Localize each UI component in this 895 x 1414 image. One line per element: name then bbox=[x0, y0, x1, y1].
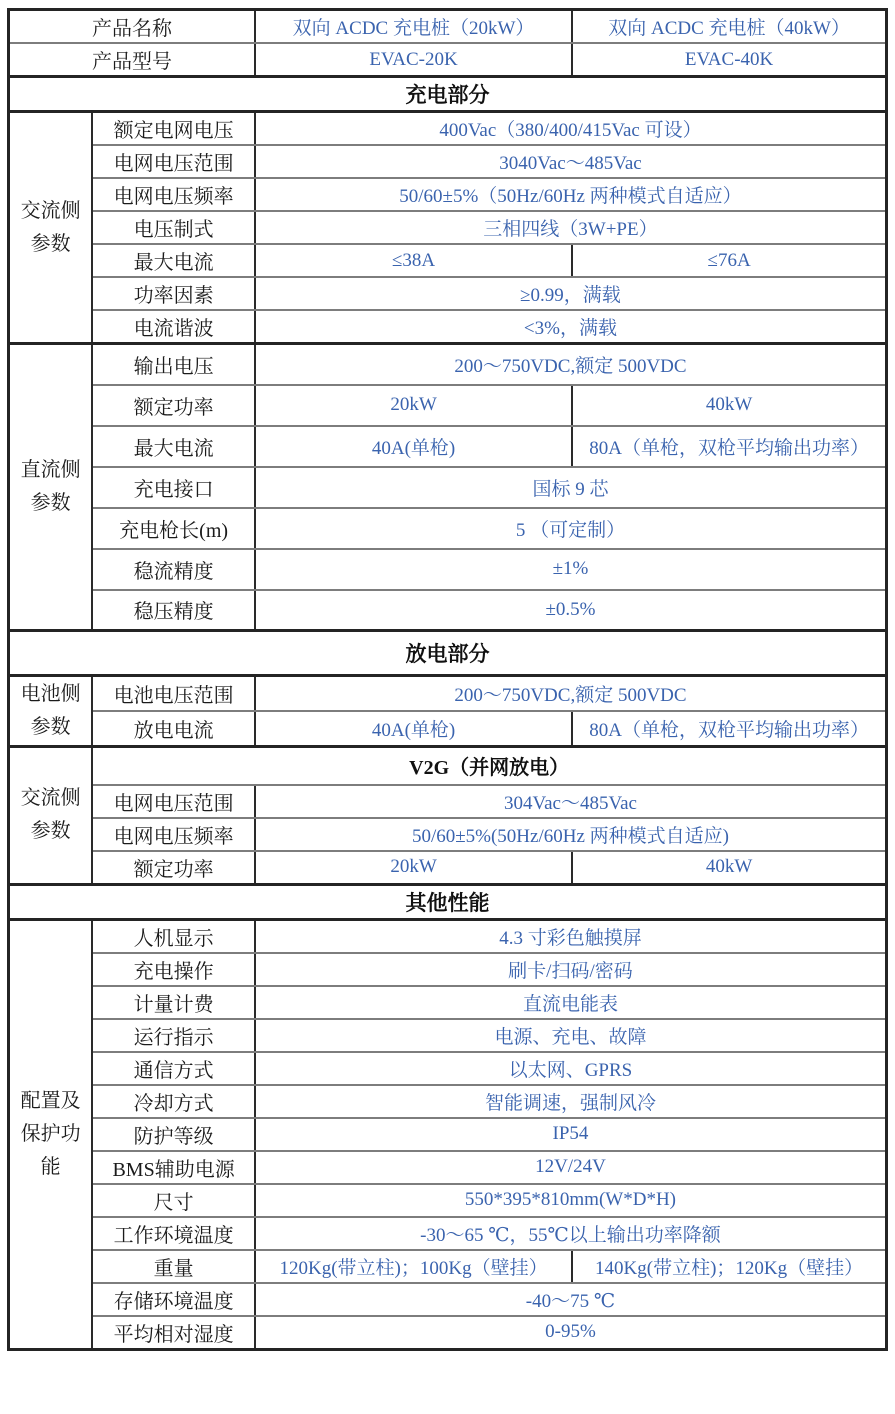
spec-value: 40A(单枪) bbox=[255, 426, 572, 467]
product-row-value: EVAC-40K bbox=[572, 43, 886, 77]
param-label: 通信方式 bbox=[92, 1052, 255, 1085]
param-label: 最大电流 bbox=[92, 426, 255, 467]
param-label: 最大电流 bbox=[92, 244, 255, 277]
spec-value: 50/60±5%(50Hz/60Hz 两种模式自适应) bbox=[255, 818, 887, 851]
spec-value: ±1% bbox=[255, 549, 887, 590]
param-label: 充电操作 bbox=[92, 953, 255, 986]
spec-value: 20kW bbox=[255, 385, 572, 426]
group-label: 电池侧参数 bbox=[9, 676, 93, 747]
spec-value: 140Kg(带立柱)；120Kg（壁挂） bbox=[572, 1250, 886, 1283]
spec-value: ≤38A bbox=[255, 244, 572, 277]
group-label: 交流侧参数 bbox=[9, 112, 93, 344]
param-label: 充电枪长(m) bbox=[92, 508, 255, 549]
section-title: 充电部分 bbox=[9, 77, 887, 112]
group-label: 交流侧参数 bbox=[9, 747, 93, 885]
spec-value: 200～750VDC,额定 500VDC bbox=[255, 676, 887, 712]
param-label: 重量 bbox=[92, 1250, 255, 1283]
param-label: 电池电压范围 bbox=[92, 676, 255, 712]
param-label: 放电电流 bbox=[92, 711, 255, 747]
spec-value: 304Vac～485Vac bbox=[255, 785, 887, 818]
spec-value: 3040Vac～485Vac bbox=[255, 145, 887, 178]
spec-value: 4.3 寸彩色触摸屏 bbox=[255, 919, 887, 953]
spec-value: 80A（单枪，双枪平均输出功率） bbox=[572, 426, 886, 467]
spec-value: 直流电能表 bbox=[255, 986, 887, 1019]
param-label: 工作环境温度 bbox=[92, 1217, 255, 1250]
param-label: 运行指示 bbox=[92, 1019, 255, 1052]
spec-value: <3%，满载 bbox=[255, 310, 887, 344]
param-label: 额定功率 bbox=[92, 385, 255, 426]
param-label: 稳压精度 bbox=[92, 590, 255, 631]
product-row-value: 双向 ACDC 充电桩（40kW） bbox=[572, 10, 886, 44]
product-row-label: 产品名称 bbox=[9, 10, 255, 44]
spec-value: 以太网、GPRS bbox=[255, 1052, 887, 1085]
param-label: 平均相对湿度 bbox=[92, 1316, 255, 1350]
param-label: 电网电压范围 bbox=[92, 145, 255, 178]
param-label: 额定电网电压 bbox=[92, 112, 255, 146]
param-label: 电压制式 bbox=[92, 211, 255, 244]
spec-value: 40A(单枪) bbox=[255, 711, 572, 747]
spec-value: 40kW bbox=[572, 385, 886, 426]
spec-value: ≤76A bbox=[572, 244, 886, 277]
spec-value: ±0.5% bbox=[255, 590, 887, 631]
param-label: 电网电压频率 bbox=[92, 818, 255, 851]
param-label: 尺寸 bbox=[92, 1184, 255, 1217]
param-label: 功率因素 bbox=[92, 277, 255, 310]
spec-value: 5 （可定制） bbox=[255, 508, 887, 549]
spec-value: IP54 bbox=[255, 1118, 887, 1151]
spec-value: 20kW bbox=[255, 851, 572, 885]
spec-value: 12V/24V bbox=[255, 1151, 887, 1184]
product-row-label: 产品型号 bbox=[9, 43, 255, 77]
spec-value: 刷卡/扫码/密码 bbox=[255, 953, 887, 986]
subsection-title: V2G（并网放电） bbox=[92, 747, 886, 785]
param-label: 计量计费 bbox=[92, 986, 255, 1019]
spec-value: 0-95% bbox=[255, 1316, 887, 1350]
group-label: 配置及保护功能 bbox=[9, 919, 93, 1349]
spec-value: 200～750VDC,额定 500VDC bbox=[255, 344, 887, 385]
spec-value: 120Kg(带立柱)；100Kg（壁挂） bbox=[255, 1250, 572, 1283]
param-label: 冷却方式 bbox=[92, 1085, 255, 1118]
spec-sheet bbox=[0, 8, 895, 1351]
spec-value: 国标 9 芯 bbox=[255, 467, 887, 508]
param-label: 电网电压频率 bbox=[92, 178, 255, 211]
group-label: 直流侧参数 bbox=[9, 344, 93, 631]
spec-value: 50/60±5%（50Hz/60Hz 两种模式自适应） bbox=[255, 178, 887, 211]
spec-value: ≥0.99，满载 bbox=[255, 277, 887, 310]
spec-value: 550*395*810mm(W*D*H) bbox=[255, 1184, 887, 1217]
param-label: 存储环境温度 bbox=[92, 1283, 255, 1316]
param-label: 输出电压 bbox=[92, 344, 255, 385]
spec-value: 电源、充电、故障 bbox=[255, 1019, 887, 1052]
param-label: 人机显示 bbox=[92, 919, 255, 953]
product-row-value: 双向 ACDC 充电桩（20kW） bbox=[255, 10, 572, 44]
spec-value: 400Vac（380/400/415Vac 可设） bbox=[255, 112, 887, 146]
product-row-value: EVAC-20K bbox=[255, 43, 572, 77]
spec-value: 80A（单枪，双枪平均输出功率） bbox=[572, 711, 886, 747]
param-label: BMS辅助电源 bbox=[92, 1151, 255, 1184]
spec-value: 智能调速，强制风冷 bbox=[255, 1085, 887, 1118]
param-label: 电网电压范围 bbox=[92, 785, 255, 818]
param-label: 稳流精度 bbox=[92, 549, 255, 590]
spec-value: 40kW bbox=[572, 851, 886, 885]
spec-value: -30～65 ℃，55℃以上输出功率降额 bbox=[255, 1217, 887, 1250]
param-label: 防护等级 bbox=[92, 1118, 255, 1151]
param-label: 电流谐波 bbox=[92, 310, 255, 344]
param-label: 额定功率 bbox=[92, 851, 255, 885]
spec-table bbox=[7, 8, 888, 1351]
section-title: 其他性能 bbox=[9, 884, 887, 919]
param-label: 充电接口 bbox=[92, 467, 255, 508]
spec-value: 三相四线（3W+PE） bbox=[255, 211, 887, 244]
section-title: 放电部分 bbox=[9, 631, 887, 676]
spec-value: -40～75 ℃ bbox=[255, 1283, 887, 1316]
